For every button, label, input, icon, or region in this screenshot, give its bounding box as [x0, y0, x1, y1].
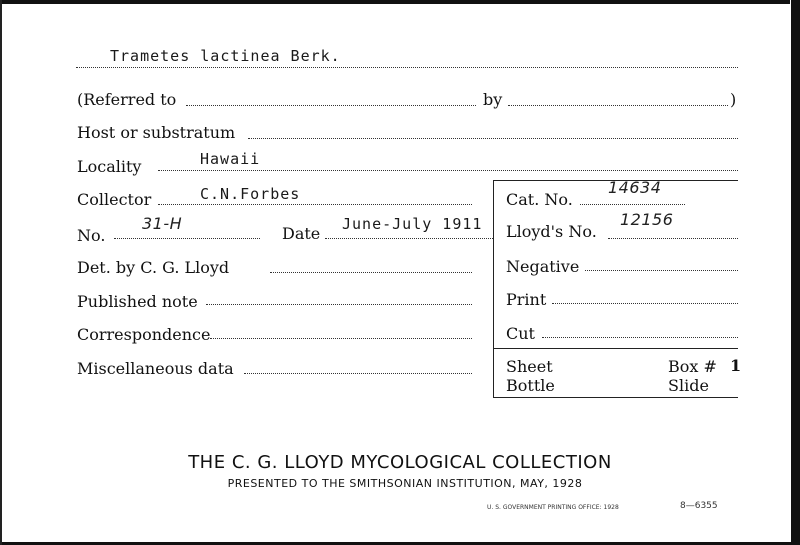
collection-subtitle: PRESENTED TO THE SMITHSONIAN INSTITUTION, MAY, 1928	[227, 477, 583, 490]
bottle-label: Bottle	[506, 376, 555, 395]
negative-line	[585, 270, 738, 271]
lloyds-no-line	[608, 238, 738, 239]
no-label: No.	[77, 226, 106, 245]
by-line	[508, 105, 728, 106]
locality-label: Locality	[77, 157, 142, 176]
cat-no-label: Cat. No.	[506, 190, 573, 209]
negative-label: Negative	[506, 257, 580, 276]
locality-value: Hawaii	[200, 150, 261, 168]
no-value: 31-H	[142, 214, 183, 233]
date-value: June-July 1911	[342, 215, 483, 233]
collector-value: C.N.Forbes	[200, 185, 301, 203]
det-label: Det. by C. G. Lloyd	[77, 258, 230, 277]
cut-label: Cut	[506, 324, 535, 343]
correspondence-line	[210, 338, 472, 339]
host-line	[248, 138, 738, 139]
det-line	[270, 272, 472, 273]
species-name-text: Trametes lactinea Berk.	[110, 47, 341, 65]
collector-line	[158, 204, 472, 205]
correspondence-label: Correspondence	[77, 325, 211, 344]
species-line	[76, 67, 738, 68]
lloyds-no-value: 12156	[620, 210, 674, 229]
date-line	[325, 238, 493, 239]
published-note-label: Published note	[77, 292, 198, 311]
catalog-box-bottom	[493, 397, 738, 398]
misc-data-line	[244, 373, 472, 374]
lloyds-no-label: Lloyd's No.	[506, 222, 597, 241]
misc-data-label: Miscellaneous data	[77, 359, 234, 378]
box-value: 1	[730, 356, 742, 375]
close-paren: )	[730, 90, 737, 109]
form-number: 8—6355	[680, 501, 718, 511]
published-note-line	[206, 304, 472, 305]
referred-to-label: (Referred to	[77, 90, 177, 109]
print-label: Print	[506, 290, 547, 309]
scan-edge-top	[0, 0, 790, 4]
print-line	[552, 303, 738, 304]
box-label: Box #	[668, 357, 717, 376]
by-label: by	[483, 90, 503, 109]
printing-office-note: U. S. GOVERNMENT PRINTING OFFICE: 1928	[487, 504, 619, 511]
cat-no-value: 14634	[608, 178, 662, 197]
referred-to-line	[186, 105, 476, 106]
collection-title: THE C. G. LLOYD MYCOLOGICAL COLLECTION	[188, 452, 612, 473]
slide-label: Slide	[668, 376, 709, 395]
catalog-box-divider	[493, 180, 494, 398]
no-line	[114, 238, 260, 239]
cut-line	[542, 337, 738, 338]
catalog-box-separator	[493, 348, 738, 349]
host-label: Host or substratum	[77, 123, 236, 142]
locality-line	[158, 170, 738, 171]
cat-no-line	[580, 204, 685, 205]
date-label: Date	[282, 224, 321, 243]
sheet-label: Sheet	[506, 357, 553, 376]
collector-label: Collector	[77, 190, 152, 209]
